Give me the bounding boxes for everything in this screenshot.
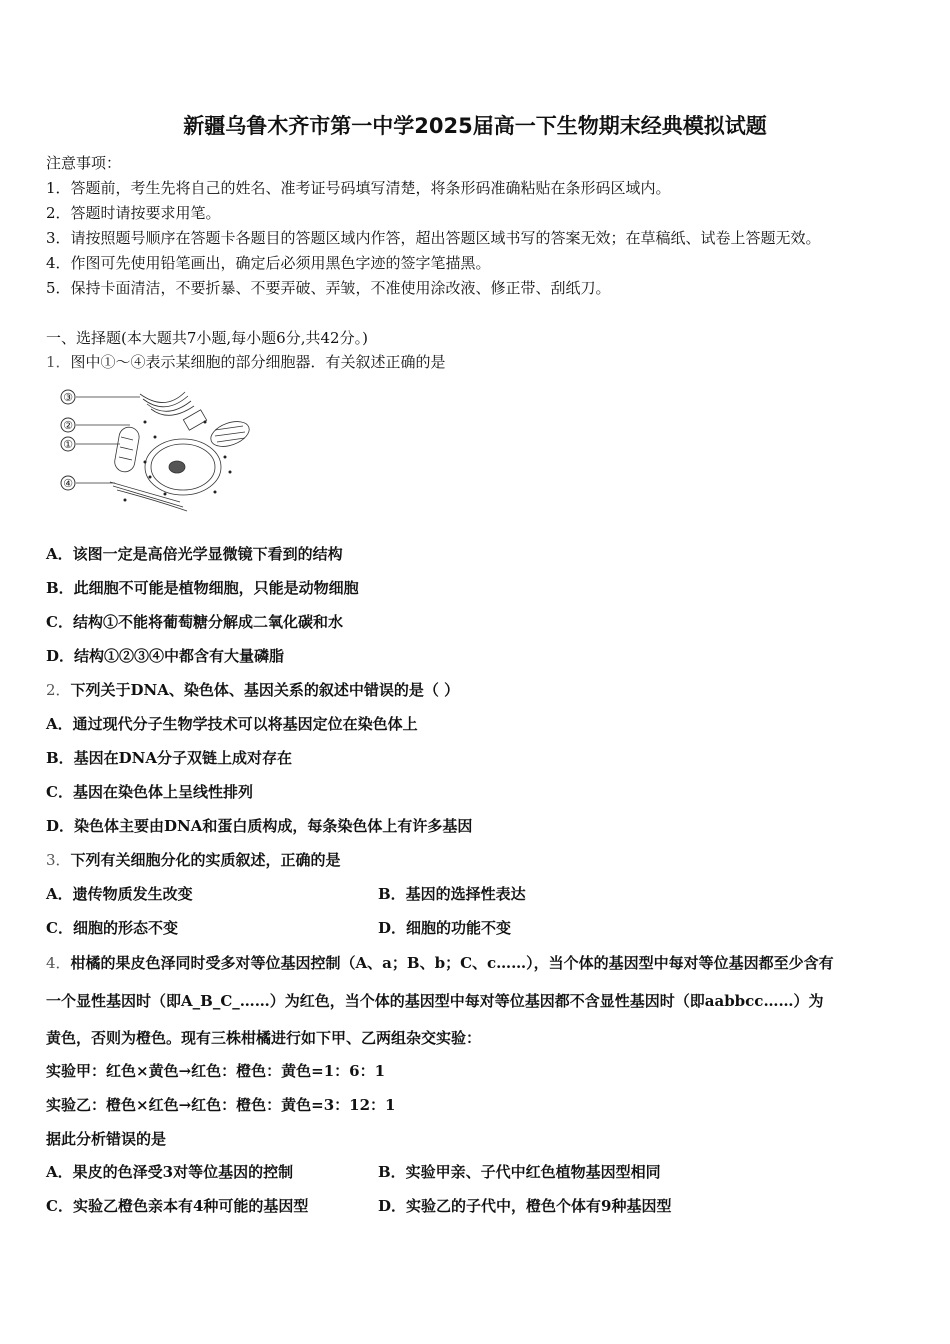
question-4-stem-line-1 bbox=[46, 953, 834, 973]
q1-option-d[interactable]: D．结构①②③④中都含有大量磷脂 bbox=[46, 647, 285, 665]
question-4-number: 4． bbox=[46, 954, 71, 972]
q2-option-d[interactable]: D．染色体主要由DNA和蛋白质构成，每条染色体上有许多基因 bbox=[46, 817, 473, 835]
question-4-prompt: 据此分析错误的是 bbox=[46, 1130, 167, 1148]
question-3-number: 3． bbox=[46, 851, 71, 869]
label-2: ② bbox=[63, 419, 73, 432]
question-3-text: 下列有关细胞分化的实质叙述，正确的是 bbox=[70, 851, 341, 869]
q2-option-a[interactable]: A．通过现代分子生物学技术可以将基因定位在染色体上 bbox=[46, 715, 418, 733]
label-3: ③ bbox=[63, 391, 73, 404]
q3-option-b[interactable]: B．基因的选择性表达 bbox=[378, 885, 526, 903]
q4-option-d[interactable]: D．实验乙的子代中，橙色个体有9种基因型 bbox=[378, 1197, 672, 1215]
section-heading: 一、选择题(本大题共7小题,每小题6分,共42分。) bbox=[46, 329, 368, 347]
question-2-stem bbox=[46, 680, 459, 700]
question-1-number: 1． bbox=[46, 353, 71, 371]
notice-item-4: 4．作图可先使用铅笔画出，确定后必须用黑色字迹的签字笔描黑。 bbox=[46, 254, 491, 272]
experiment-1: 实验甲：红色×黄色→红色：橙色：黄色=1：6：1 bbox=[46, 1062, 386, 1080]
q2-option-c[interactable]: C．基因在染色体上呈线性排列 bbox=[46, 783, 253, 801]
question-4-text-1: 柑橘的果皮色泽同时受多对等位基因控制（A、a；B、b；C、c……），当个体的基因型中每对等位基因都至少含有 bbox=[70, 954, 834, 972]
notice-item-2: 2．答题时请按要求用笔。 bbox=[46, 204, 221, 222]
question-4-stem-line-2: 一个显性基因时（即A_B_C_……）为红色，当个体的基因型中每对等位基因都不含显性基因时（即aabbcc……）为 bbox=[46, 992, 824, 1010]
experiment-2: 实验乙：橙色×红色→红色：橙色：黄色=3：12：1 bbox=[46, 1096, 396, 1114]
q1-option-a[interactable]: A．该图一定是高倍光学显微镜下看到的结构 bbox=[46, 545, 343, 563]
q3-option-d[interactable]: D．细胞的功能不变 bbox=[378, 919, 512, 937]
q4-option-a[interactable]: A．果皮的色泽受3对等位基因的控制 bbox=[46, 1163, 294, 1181]
question-1-stem bbox=[46, 352, 446, 372]
q2-option-b[interactable]: B．基因在DNA分子双链上成对存在 bbox=[46, 749, 293, 767]
question-1-text: 图中①～④表示某细胞的部分细胞器．有关叙述正确的是 bbox=[70, 353, 446, 371]
notice-item-1: 1．答题前，考生先将自己的姓名、准考证号码填写清楚，将条形码准确粘贴在条形码区域内。 bbox=[46, 179, 671, 197]
question-3-stem bbox=[46, 850, 341, 870]
page-title: 新疆乌鲁木齐市第一中学2025届高一下生物期末经典模拟试题 bbox=[183, 114, 767, 138]
q3-option-a[interactable]: A．遗传物质发生改变 bbox=[46, 885, 193, 903]
question-4-stem-line-3: 黄色，否则为橙色。现有三株柑橘进行如下甲、乙两组杂交实验： bbox=[46, 1029, 482, 1047]
cell-organelle-figure bbox=[55, 382, 255, 512]
q3-option-c[interactable]: C．细胞的形态不变 bbox=[46, 919, 178, 937]
q1-option-c[interactable]: C．结构①不能将葡萄糖分解成二氧化碳和水 bbox=[46, 613, 343, 631]
q1-option-b[interactable]: B．此细胞不可能是植物细胞，只能是动物细胞 bbox=[46, 579, 359, 597]
q4-option-b[interactable]: B．实验甲亲、子代中红色植物基因型相同 bbox=[378, 1163, 661, 1181]
question-2-number: 2． bbox=[46, 681, 71, 699]
notice-item-5: 5．保持卡面清洁，不要折暴、不要弄破、弄皱，不准使用涂改液、修正带、刮纸刀。 bbox=[46, 279, 611, 297]
notice-item-3: 3．请按照题号顺序在答题卡各题目的答题区域内作答，超出答题区域书写的答案无效；在草稿纸、试卷上答题无效。 bbox=[46, 229, 821, 247]
label-1: ① bbox=[63, 438, 73, 451]
notice-heading: 注意事项： bbox=[46, 154, 122, 172]
label-4: ④ bbox=[63, 477, 73, 490]
question-2-text: 下列关于DNA、染色体、基因关系的叙述中错误的是（ ） bbox=[70, 681, 460, 699]
q4-option-c[interactable]: C．实验乙橙色亲本有4种可能的基因型 bbox=[46, 1197, 309, 1215]
